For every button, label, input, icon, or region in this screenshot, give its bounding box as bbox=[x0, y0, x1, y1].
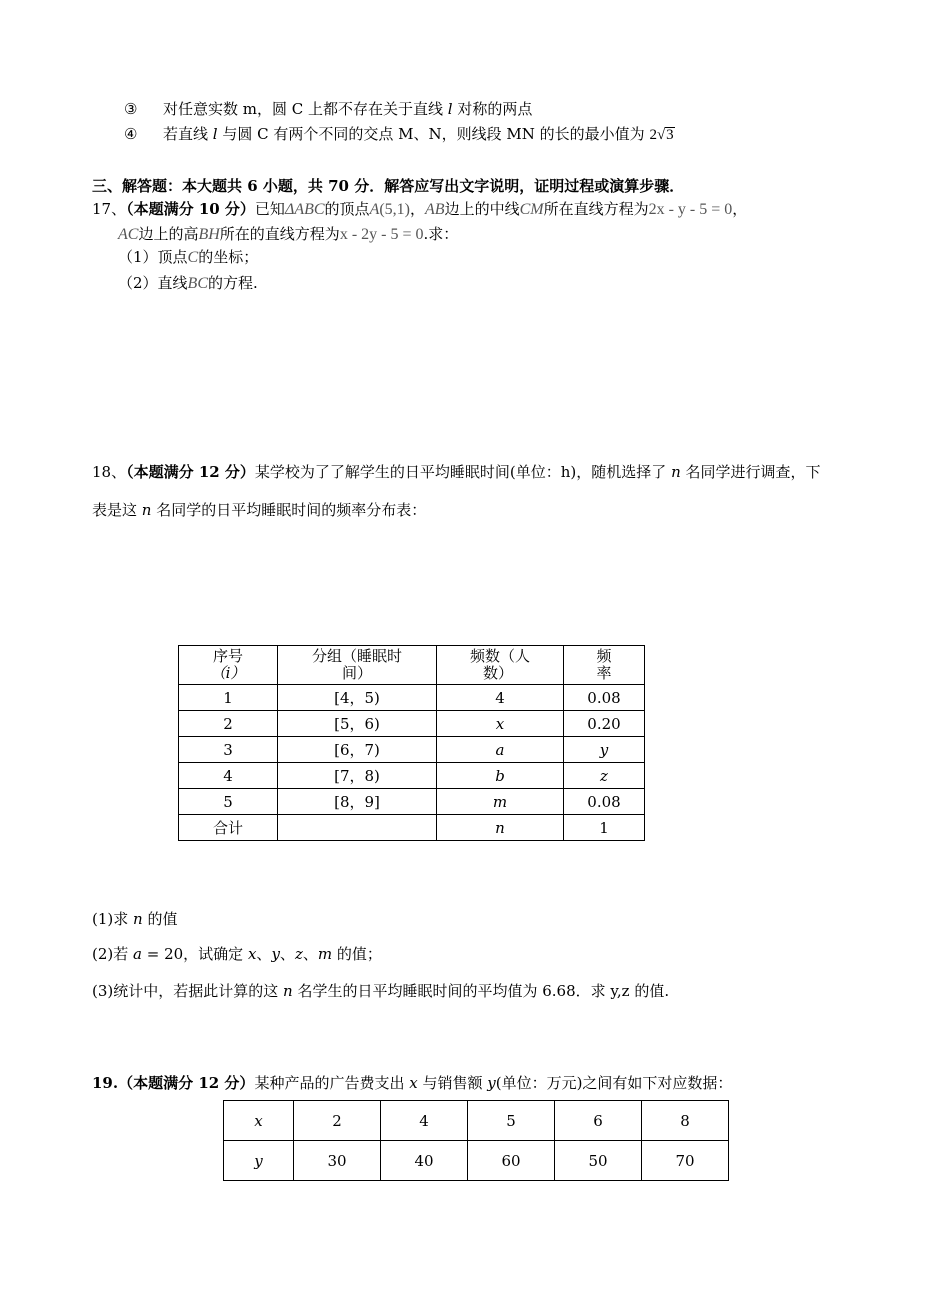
q19-line1: 19.（本题满分 12 分）某种产品的广告费支出 x 与销售额 y(单位：万元)之间有如下对应数据： bbox=[92, 1074, 733, 1092]
q18-line2: 表是这 n 名同学的日平均睡眠时间的频率分布表： bbox=[92, 501, 427, 519]
q18-sub3: (3)统计中，若据此计算的这 n 名学生的日平均睡眠时间的平均值为 6.68．求 y,z 的值. bbox=[92, 982, 670, 1000]
table-row: x 2 4 5 6 8 bbox=[224, 1101, 729, 1141]
table-row: 3 [6，7) a y bbox=[179, 737, 645, 763]
q17-line1: 17、（本题满分 10 分）已知ΔABC的顶点A(5,1)，AB边上的中线CM所在直线方程为2x - y - 5 = 0， bbox=[92, 200, 748, 218]
item-3: ③ 对任意实数 m，圆 C 上都不存在关于直线 l 对称的两点 bbox=[124, 100, 533, 118]
frequency-table bbox=[178, 645, 645, 841]
header-cell: 频数（人 数） bbox=[437, 646, 564, 685]
q18-sub2: (2)若 a = 20，试确定 x、y、z、m 的值； bbox=[92, 945, 382, 963]
table-row: 5 [8，9] m 0.08 bbox=[179, 789, 645, 815]
q17-line2: AC边上的高BH所在的直线方程为x - 2y - 5 = 0.求： bbox=[118, 225, 459, 243]
q17-part2: （2）直线BC的方程. bbox=[118, 274, 258, 292]
min-length-value: 2√3 bbox=[649, 127, 674, 143]
xy-data-table bbox=[223, 1100, 729, 1181]
q17-part1: （1）顶点C的坐标； bbox=[118, 248, 259, 266]
header-cell: 频 率 bbox=[564, 646, 645, 685]
table-row: 4 [7，8) b z bbox=[179, 763, 645, 789]
section-heading: 三、解答题：本大题共 6 小题，共 70 分．解答应写出文字说明，证明过程或演算步骤． bbox=[92, 177, 685, 195]
q18-line1: 18、（本题满分 12 分）某学校为了了解学生的日平均睡眠时间(单位：h)，随机选择了 n 名同学进行调查，下 bbox=[92, 463, 821, 481]
item-4: ④ 若直线 l 与圆 C 有两个不同的交点 M、N，则线段 MN 的长的最小值为 2√3 bbox=[124, 125, 674, 143]
item-4-mark: ④ bbox=[124, 125, 138, 143]
table-row: 1 [4，5) 4 0.08 bbox=[179, 685, 645, 711]
table-row: y 30 40 60 50 70 bbox=[224, 1141, 729, 1181]
table-header-row bbox=[179, 646, 645, 685]
q18-sub1: (1)求 n 的值 bbox=[92, 910, 178, 928]
item-3-mark: ③ bbox=[124, 100, 138, 118]
table-row: 合计 n 1 bbox=[179, 815, 645, 841]
header-cell: 序号 （i） bbox=[179, 646, 278, 685]
table-row: 2 [5，6) x 0.20 bbox=[179, 711, 645, 737]
header-cell: 分组（睡眠时 间） bbox=[278, 646, 437, 685]
